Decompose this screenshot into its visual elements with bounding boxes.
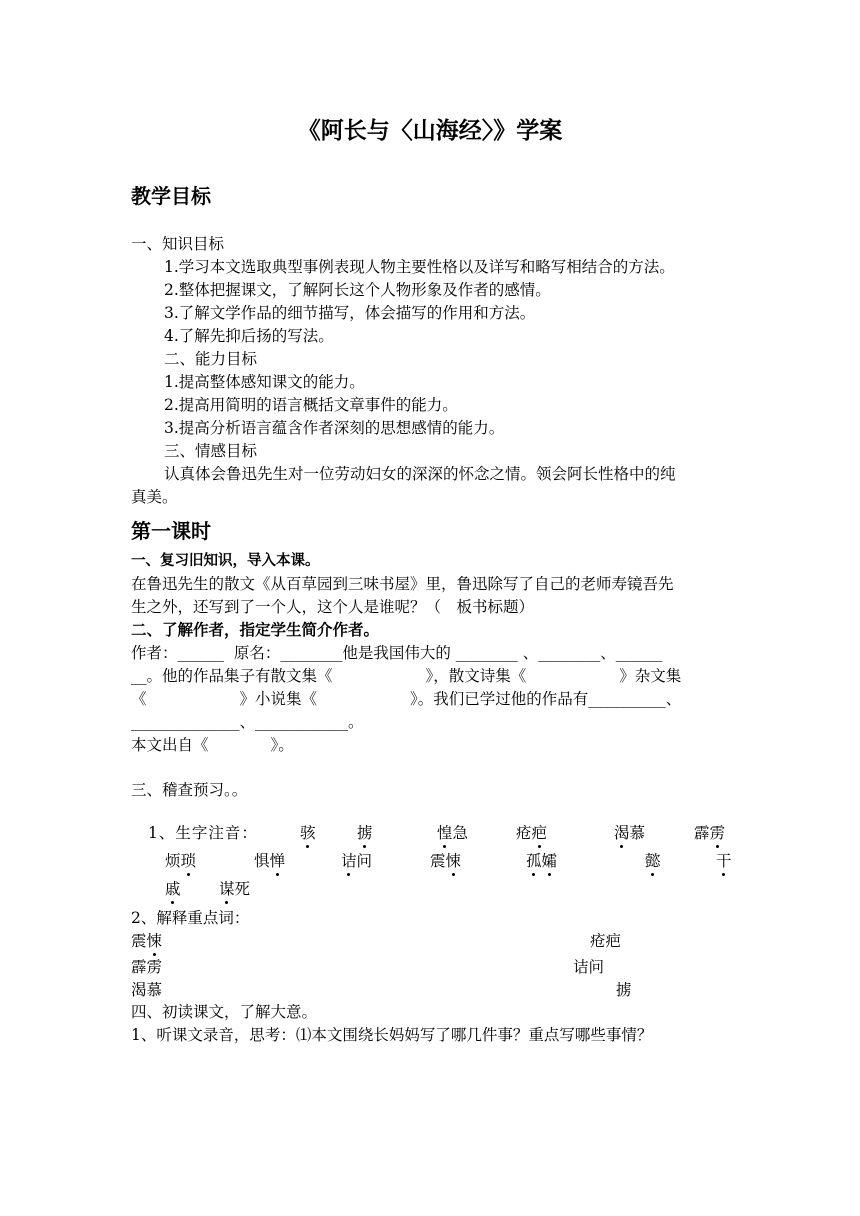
pinyin-label: 1、生字注音： [148,824,258,842]
pinyin-word: 震悚 [430,852,462,870]
author-fill-line: 作者：______ 原名：________他是我国伟大的 ________ 、________、______ [131,644,663,662]
ability-item: 3.提高分析语言蕴含作者深刻的思想感情的能力。 [164,419,505,437]
author-fill-line: 《 》小说集《 》。我们已学过他的作品有__________、 [131,690,682,708]
review-text: 在鲁迅先生的散文《从百草园到三味书屋》里，鲁迅除写了自己的老师寿镜吾先 [131,575,674,593]
knowledge-item: 1.学习本文选取典型事例表现人物主要性格以及详写和略写相结合的方法。 [164,258,675,276]
preview-heading: 三、稽查预习。。 [131,781,248,799]
first-reading-heading: 四、初读课文，了解大意。 [131,1003,318,1021]
teaching-goals-heading: 教学目标 [131,184,211,208]
lesson1-heading: 第一课时 [131,519,211,543]
emotion-goals-heading: 三、情感目标 [164,442,258,460]
pinyin-word: 孤孀 [526,852,558,870]
pinyin-word: 惶急 [437,824,469,842]
knowledge-item: 3.了解文学作品的细节描写，体会描写的作用和方法。 [164,304,536,322]
pinyin-word: 惧惮 [254,852,286,870]
review-text: 生之外，还写到了一个人，这个人是谁呢？（ 板书标题） [131,598,535,616]
pinyin-word: 诘问 [341,852,373,870]
vocab-term: 震悚 [131,932,163,950]
pinyin-word: 谋死 [219,880,251,898]
emotion-goal-text: 认真体会鲁迅先生对一位劳动妇女的深深的怀念之情。领会阿长性格中的纯 [164,465,676,483]
ability-item: 1.提高整体感知课文的能力。 [164,373,365,391]
vocab-term: 疮疤 [590,932,622,950]
source-line: 本文出自《 》。 [131,736,294,754]
emotion-goal-text: 真美。 [131,488,178,506]
ability-item: 2.提高用简明的语言概括文章事件的能力。 [164,396,458,414]
pinyin-word: 疮疤 [516,824,548,842]
document-title: 《阿长与〈山海经〉》学案 [297,117,563,144]
pinyin-word: 干 [716,852,732,870]
pinyin-word: 掳 [357,824,373,842]
author-heading: 二、了解作者，指定学生简介作者。 [131,620,380,639]
pinyin-word: 霹雳 [694,824,726,842]
review-heading: 一、复习旧知识，导入本课。 [131,552,320,569]
author-fill-line: __。他的作品集子有散文集《 》，散文诗集《 》杂文集 [131,667,682,685]
vocab-term: 诘问 [573,958,605,976]
author-fill-line: ______________、____________。 [131,713,364,731]
pinyin-word: 戚 [165,880,181,898]
pinyin-word: 渴慕 [614,824,646,842]
pinyin-word: 烦琐 [165,852,197,870]
knowledge-item: 2.整体把握课文，了解阿长这个人物形象及作者的感情。 [164,281,551,299]
first-reading-question: 1、听课文录音，思考：⑴本文围绕长妈妈写了哪几件事？重点写哪些事情？ [131,1026,653,1044]
pinyin-word: 骇 [300,824,316,842]
ability-goals-heading: 二、能力目标 [164,350,258,368]
knowledge-item: 4.了解先抑后扬的写法。 [164,327,334,345]
vocab-heading: 2、解释重点词： [131,909,250,927]
vocab-term: 渴慕 [131,981,163,999]
pinyin-word: 懿 [645,852,661,870]
knowledge-goals-heading: 一、知识目标 [131,235,225,253]
vocab-term: 霹雳 [131,958,163,976]
vocab-term: 掳 [616,981,632,999]
